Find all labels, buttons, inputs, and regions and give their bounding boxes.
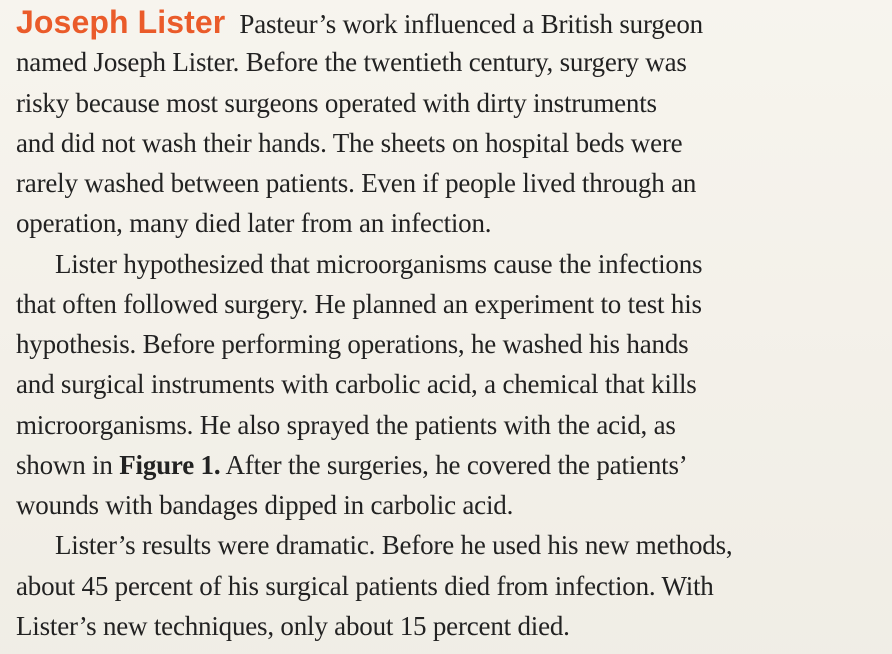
paragraph-1-text-line-1: Pasteur’s work influenced a British surgeon [239, 9, 703, 39]
paragraph-1-line-4: and did not wash their hands. The sheets on hospital beds were [16, 127, 683, 158]
figure-reference-suffix: After the surgeries, he covered the patients’ [220, 449, 688, 480]
paragraph-2-line-1: Lister hypothesized that microorganisms cause the infections [55, 248, 703, 279]
paragraph-2-line-7: wounds with bandages dipped in carbolic acid. [16, 490, 514, 520]
figure-reference-prefix: shown in [16, 449, 120, 480]
paragraph-1-line-3: risky because most surgeons operated with dirty instruments [16, 87, 657, 118]
paragraph-2-line-5: microorganisms. He also sprayed the patients with the acid, as [16, 409, 676, 440]
article-text [16, 2, 878, 646]
paragraph-2-line-2: that often followed surgery. He planned an experiment to test his [16, 288, 702, 319]
paragraph-3-line-1: Lister’s results were dramatic. Before he used his new methods, [55, 530, 733, 561]
figure-reference: Figure 1. [119, 449, 221, 480]
paragraph-1-line-1 [16, 2, 878, 42]
section-heading: Joseph Lister [16, 4, 226, 40]
paragraph-2-line-4: and surgical instruments with carbolic acid, a chemical that kills [16, 369, 697, 400]
paragraph-2-line-3: hypothesis. Before performing operations, he washed his hands [16, 329, 689, 359]
paragraph-3-line-2: about 45 percent of his surgical patients died from infection. With [16, 570, 714, 601]
paragraph-3-line-3: Lister’s new techniques, only about 15 percent died. [16, 610, 570, 641]
paragraph-1-line-5: rarely washed between patients. Even if people lived through an [16, 168, 697, 198]
paragraph-1-line-2: named Joseph Lister. Before the twentieth century, surgery was [16, 47, 687, 78]
paragraph-1-line-6: operation, many died later from an infection. [16, 208, 492, 239]
paragraph-2-line-6 [16, 445, 878, 485]
